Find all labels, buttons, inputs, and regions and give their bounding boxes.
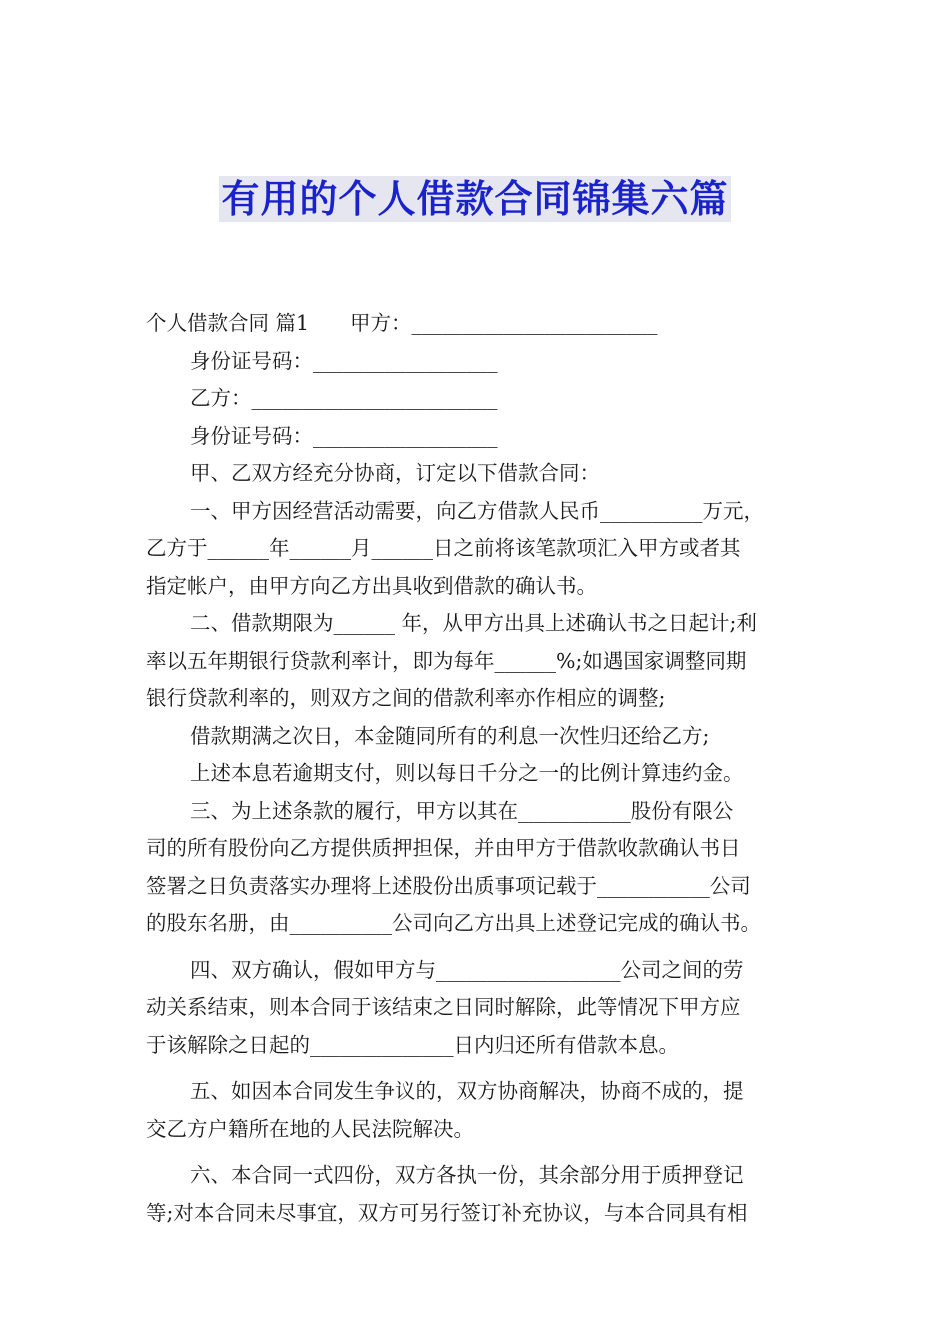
clause-6-line-1: 六、本合同一式四份，双方各执一份，其余部分用于质押登记 <box>190 1163 744 1187</box>
contract-heading-party-a: 个人借款合同 篇1 甲方：________________________ <box>146 311 658 335</box>
clause-6-line-2: 等;对本合同未尽事宜，双方可另行签订补充协议，与本合同具有相 <box>146 1200 748 1225</box>
clause-4-line-2: 动关系结束，则本合同于该结束之日同时解除，此等情况下甲方应 <box>146 995 741 1019</box>
contract-body <box>146 305 806 1232</box>
document-title: 有用的个人借款合同锦集六篇 <box>221 177 729 221</box>
clause-5-line-2: 交乙方户籍所在地的人民法院解决。 <box>146 1116 474 1141</box>
clause-5-line-1: 五、如因本合同发生争议的，双方协商解决，协商不成的，提 <box>190 1079 744 1103</box>
clause-1-line-2: 乙方于______年______月______日之前将该笔款项汇入甲方或者其 <box>146 536 741 560</box>
clause-2-line-3: 银行贷款利率的，则双方之间的借款利率亦作相应的调整; <box>146 686 666 710</box>
clause-3-line-2: 司的所有股份向乙方提供质押担保，并由甲方于借款收款确认书日 <box>146 836 741 860</box>
paragraph-gap <box>146 1148 806 1157</box>
clause-3-line-3: 签署之日负责落实办理将上述股份出质事项记载于___________公司 <box>146 873 751 898</box>
clause-4-line-1: 四、双方确认，假如甲方与__________________公司之间的劳 <box>190 957 744 982</box>
clause-4-line-3: 于该解除之日起的______________日内归还所有借款本息。 <box>146 1032 679 1057</box>
preamble-line: 甲、乙双方经充分协商，订定以下借款合同： <box>190 461 600 485</box>
clause-3-line-4: 的股东名册，由__________公司向乙方出具上述登记完成的确认书。 <box>146 911 761 935</box>
clause-3-line-1: 三、为上述条款的履行，甲方以其在___________股份有限公 <box>190 798 734 823</box>
clause-2-line-2: 率以五年期银行贷款利率计，即为每年______%;如遇国家调整同期 <box>146 648 747 673</box>
paragraph-gap <box>146 943 806 952</box>
party-b-id-line: 身份证号码：__________________ <box>190 423 498 448</box>
clause-1-line-3: 指定帐户，由甲方向乙方出具收到借款的确认书。 <box>146 573 597 598</box>
paragraph-gap <box>146 1064 806 1073</box>
clause-1-line-1: 一、甲方因经营活动需要，向乙方借款人民币__________万元， <box>190 498 764 523</box>
title-container <box>0 176 950 222</box>
party-a-id-line: 身份证号码：__________________ <box>190 348 498 373</box>
clause-2-line-1: 二、借款期限为______ 年，从甲方出具上述确认书之日起计;利 <box>190 611 757 635</box>
party-b-line: 乙方：________________________ <box>190 386 498 410</box>
maturity-line: 借款期满之次日，本金随同所有的利息一次性归还给乙方; <box>190 723 710 748</box>
penalty-line: 上述本息若逾期支付，则以每日千分之一的比例计算违约金。 <box>190 761 744 785</box>
